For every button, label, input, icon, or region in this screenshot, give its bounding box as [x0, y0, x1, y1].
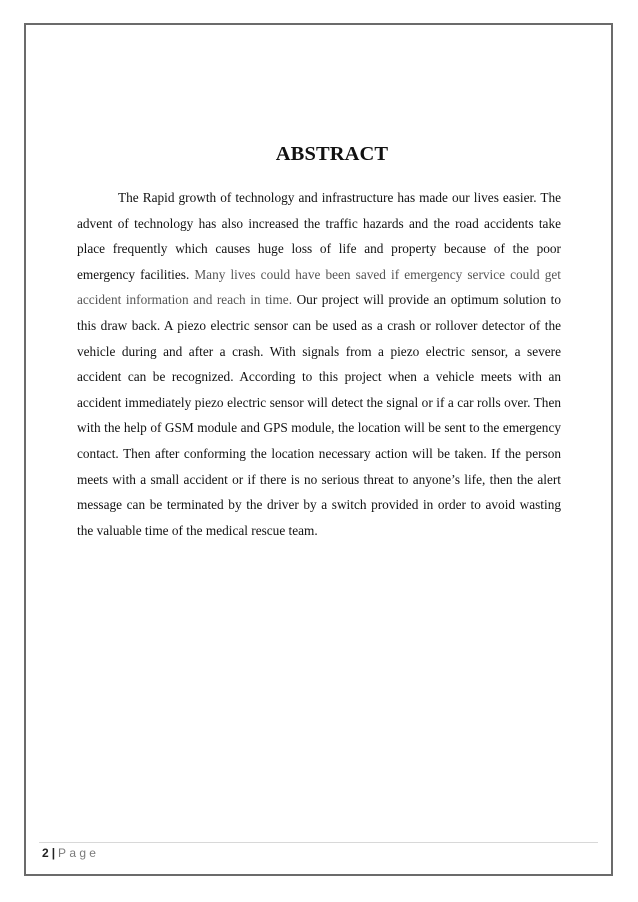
footer-divider	[39, 842, 598, 843]
abstract-text-part-2: Many lives could have been saved if emergency service could get accident information and reach in time.	[77, 266, 561, 308]
page-number: 2	[42, 846, 49, 860]
abstract-text-part-3: Our project will provide an optimum solution to this draw back. A piezo electric sensor can be used as a crash or rollover detector of the vehicle during and after a crash. With signals from a piezo electric sensor, a severe accident can be recognized. According to this project when a vehicle meets with an accident immediately piezo electric sensor will detect the signal or if a car rolls over. Then with the help of GSM module and GPS module, the location will be sent to the emergency contact. Then after conforming the location necessary action will be taken. If the person meets with a small accident or if there is no serious threat to anyone’s life, then the alert message can be terminated by the driver by a switch provided in order to avoid wasting the valuable time of the medical rescue team.	[77, 292, 561, 538]
page-title: ABSTRACT	[275, 143, 389, 165]
abstract-paragraph	[77, 185, 561, 543]
abstract-text-part-1: The Rapid growth of technology and infrastructure has made our lives easier. The advent of technology has also increased the traffic hazards and the road accidents take place frequently which causes huge loss of life and property because of the poor emergency facilities.	[77, 190, 561, 282]
page-footer	[42, 846, 99, 860]
footer-separator: |	[51, 846, 56, 860]
page-label: Page	[58, 846, 100, 860]
